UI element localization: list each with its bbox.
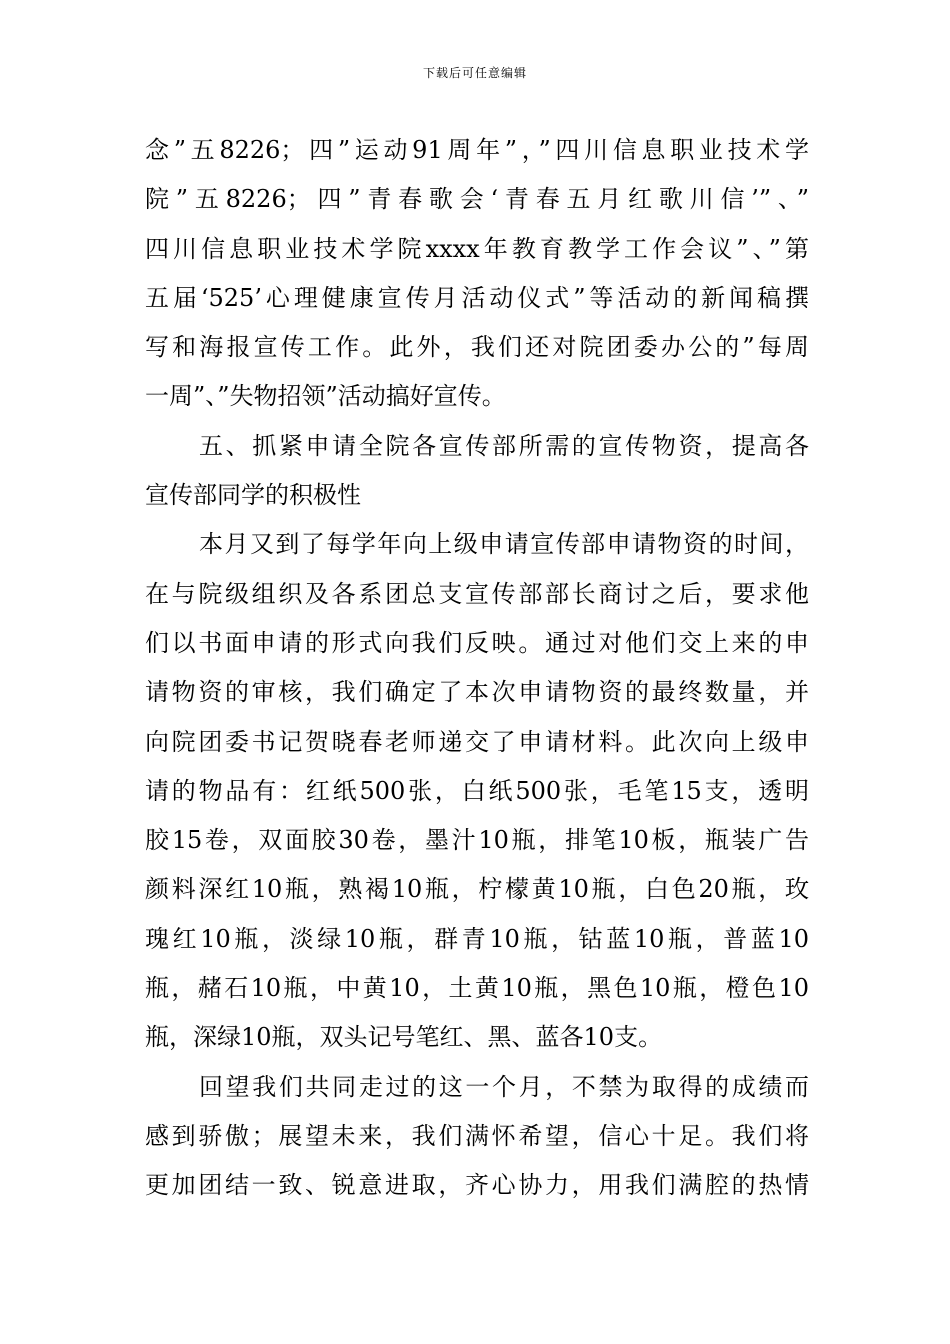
text-line: 瓶，深绿10瓶，双头记号笔红、黑、蓝各10支。 xyxy=(145,1023,663,1052)
text-line: 请物资的审核，我们确定了本次申请物资的最终数量，并 xyxy=(145,678,809,707)
text-line: 念”五8226；四”运动91周年”，”四川信息职业技术学 xyxy=(145,136,809,164)
text-line: 们以书面申请的形式向我们反映。通过对他们交上来的申 xyxy=(145,628,809,657)
text-line: 四川信息职业技术学院xxxx年教育教学工作会议”、”第 xyxy=(145,234,809,263)
text-line: 向院团委书记贺晓春老师递交了申请材料。此次向上级申 xyxy=(145,727,809,756)
document-body xyxy=(145,126,809,1211)
text-line: 瓶，赭石10瓶，中黄10，土黄10瓶，黑色10瓶，橙色10 xyxy=(145,974,809,1003)
text-line: 更加团结一致、锐意进取，齐心协力，用我们满腔的热情 xyxy=(145,1171,809,1200)
text-line: 五届‘525’心理健康宣传月活动仪式”等活动的新闻稿撰 xyxy=(145,283,809,312)
section-heading-line: 五、抓紧申请全院各宣传部所需的宣传物资，提高各 xyxy=(199,431,809,460)
text-line: 一周”、”失物招领”活动搞好宣传。 xyxy=(145,382,506,411)
text-line: 请的物品有：红纸500张，白纸500张，毛笔15支，透明 xyxy=(145,776,809,805)
text-line: 感到骄傲；展望未来，我们满怀希望，信心十足。我们将 xyxy=(145,1121,809,1150)
text-line: 颜料深红10瓶，熟褐10瓶，柠檬黄10瓶，白色20瓶，玫 xyxy=(145,875,809,904)
section-heading-line: 宣传部同学的积极性 xyxy=(145,481,361,510)
text-line: 胶15卷，双面胶30卷，墨汁10瓶，排笔10板，瓶装广告 xyxy=(145,826,809,855)
text-line: 院”五8226；四”青春歌会‘青春五月红歌川信’”、” xyxy=(145,185,809,214)
text-line: 本月又到了每学年向上级申请宣传部申请物资的时间， xyxy=(199,530,809,559)
text-line: 瑰红10瓶，淡绿10瓶，群青10瓶，钴蓝10瓶，普蓝10 xyxy=(145,924,809,953)
text-line: 写和海报宣传工作。此外，我们还对院团委办公的”每周 xyxy=(145,333,809,362)
text-line: 在与院级组织及各系团总支宣传部部长商讨之后，要求他 xyxy=(145,579,809,608)
text-line: 回望我们共同走过的这一个月，不禁为取得的成绩而 xyxy=(199,1072,809,1101)
page-header: 下载后可任意编辑 xyxy=(422,66,527,80)
